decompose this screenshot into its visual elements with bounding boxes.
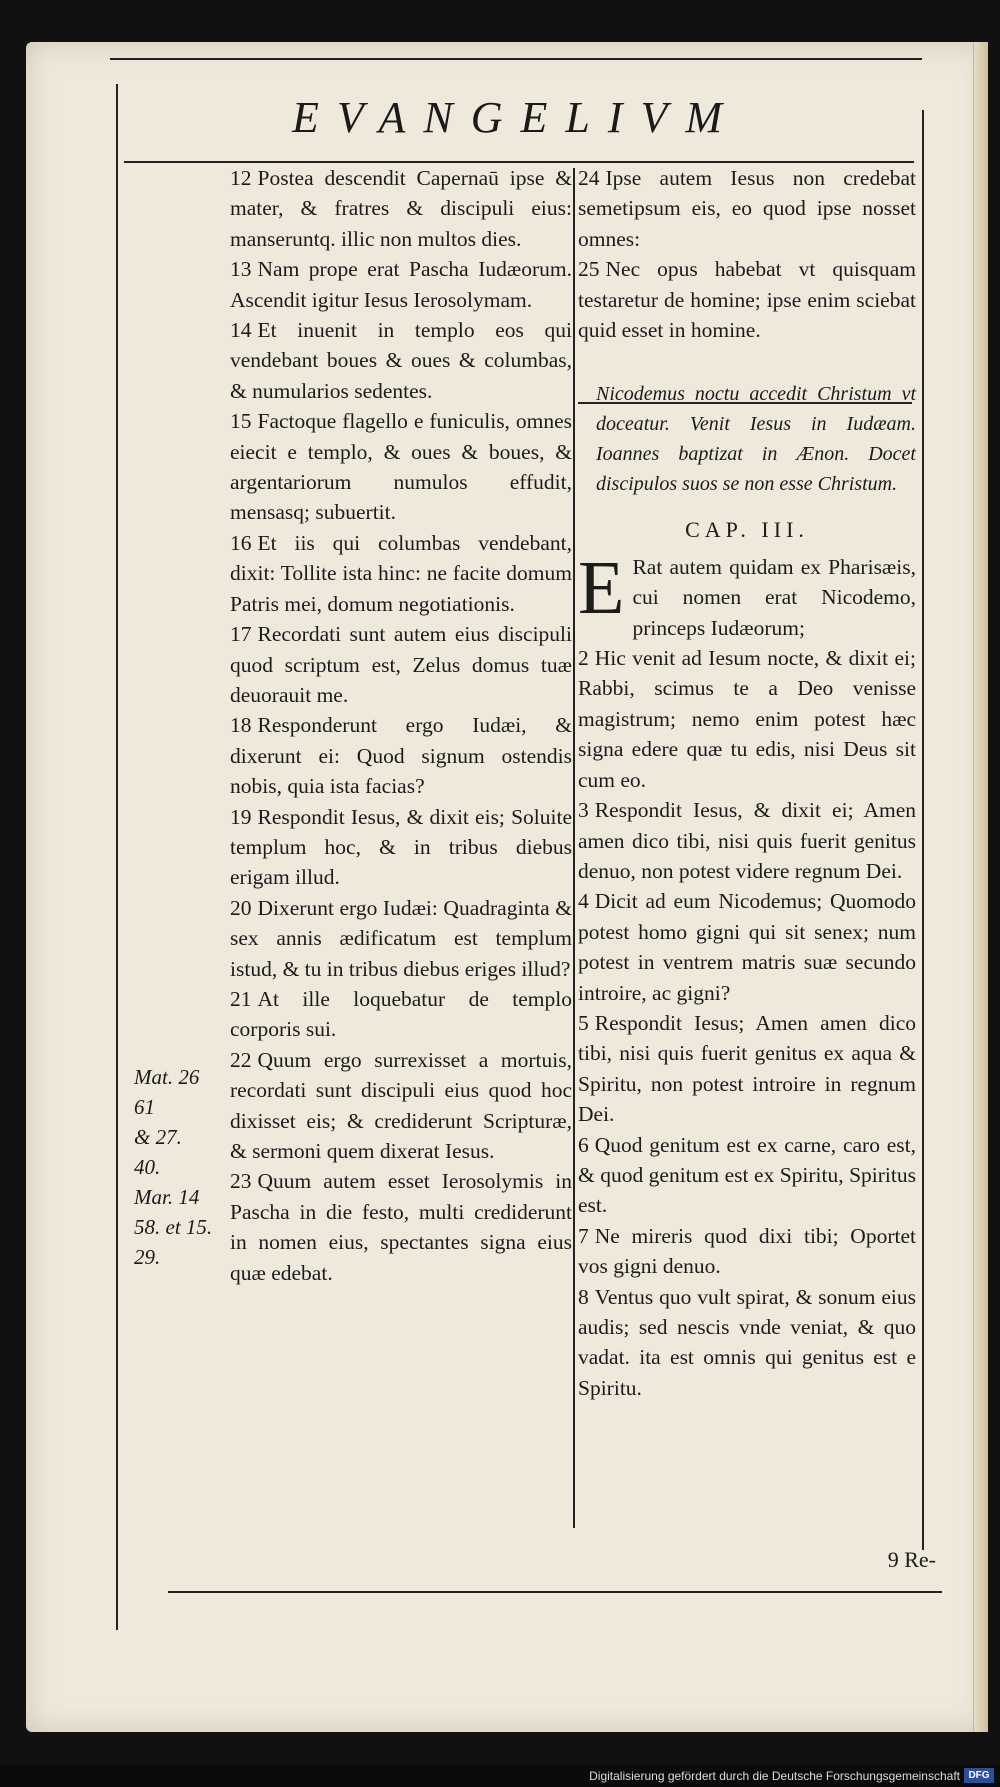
left-text-column — [230, 163, 572, 1288]
running-title: EVANGELIVM — [291, 93, 741, 142]
verse-text: Recordati sunt autem eius discipuli quod scriptum est, Zelus domus tuæ deuorauit me. — [230, 622, 572, 707]
catchword: 9 Re- — [887, 1547, 936, 1572]
footer-text: Digitalisierung gefördert durch die Deutsche Forschungsgemeinschaft — [589, 1769, 960, 1783]
verse — [578, 1221, 916, 1282]
marginal-note-line: Mar. 14 — [134, 1185, 200, 1209]
verse-text: Quum ergo surrexisset a mortuis, recordati sunt discipuli eius quod hoc dixisset eis; & crediderunt Scripturæ, & sermoni quem dixerat Iesus. — [230, 1047, 572, 1163]
page-edge — [973, 42, 988, 1732]
verse — [230, 893, 572, 984]
marginal-note-line: 40. — [134, 1155, 161, 1179]
verse — [230, 163, 572, 254]
verse-text: Factoque flagello e funiculis, omnes eiecit e templo, & oues & boues, & argentariorum numulos effudit, mensasq; subuertit. — [230, 409, 572, 525]
verse-number: 6 — [578, 1132, 589, 1157]
margin-rule-left — [116, 84, 118, 1630]
verse-number: 8 — [578, 1284, 589, 1309]
marginal-note-line: Mat. 26 — [134, 1065, 200, 1089]
verse-number: 24 — [578, 166, 600, 190]
verse-text: Et iis qui columbas vendebant, dixit: Tollite ista hinc: ne facite domum Patris mei, domum negotiationis. — [230, 530, 572, 616]
verse-text: Respondit Iesus, & dixit eis; Soluite templum hoc, & in tribus diebus erigam illud. — [230, 804, 572, 890]
verse-number: 13 — [230, 257, 252, 282]
verse-text: Dicit ad eum Nicodemus; Quomodo potest homo gigni qui sit senex; num potest in ventrem matris suæ secundo introire, ac gigni? — [578, 889, 916, 1005]
verse — [578, 254, 916, 345]
verse-text: Rat autem quidam ex Pharisæis, cui nomen erat Nicodemo, princeps Iudæorum; — [632, 554, 916, 640]
verse-text: Nec opus habebat vt quisquam testaretur de homine; ipse enim sciebat quid esset in homine. — [578, 257, 916, 343]
verse-number: 18 — [230, 713, 252, 738]
dfg-logo: DFG — [964, 1768, 994, 1783]
verse-text: Hic venit ad Iesum nocte, & dixit ei; Rabbi, scimus te a Deo venisse magistrum; nemo enim potest hæc signa edere quæ tu edis, nisi Deus sit cum eo. — [578, 646, 916, 792]
verse — [578, 886, 916, 1008]
verse-text: Quod genitum est ex carne, caro est, & quod genitum est ex Spiritu, Spiritus est. — [578, 1132, 916, 1218]
verse-text: Ipse autem Iesus non credebat semetipsum eis, eo quod ipse nosset omnes: — [578, 166, 916, 251]
verse-text: Ventus quo vult spirat, & sonum eius audis; sed nescis vnde veniat, & quo vadat. ita est omnis qui genitus est e Spiritu. — [578, 1284, 916, 1400]
verse-number: 14 — [230, 318, 252, 343]
verse — [230, 802, 572, 893]
verse-number: 2 — [578, 646, 589, 671]
verse — [230, 528, 572, 619]
verse-number: 5 — [578, 1010, 589, 1035]
verse — [578, 1130, 916, 1221]
marginal-note-line: 61 — [134, 1095, 155, 1119]
verse — [230, 406, 572, 528]
verse-number: 16 — [230, 530, 252, 555]
verse — [230, 710, 572, 801]
marginal-note — [134, 1062, 226, 1272]
verse-number: 25 — [578, 257, 600, 282]
verse-number: 22 — [230, 1047, 252, 1072]
drop-cap: E — [578, 545, 625, 630]
verse-text: Dixerunt ergo Iudæi: Quadraginta & sex annis ædificatum est templum istud, & tu in tribus diebus eriges illud? — [230, 895, 572, 981]
verse-text: At ille loquebatur de templo corporis sui. — [230, 986, 572, 1042]
verse-text: Responderunt ergo Iudæi, & dixerunt ei: Quod signum ostendis nobis, quia ista facias? — [230, 713, 572, 799]
verse — [230, 254, 572, 315]
right-verses-bottom — [578, 545, 916, 1403]
verse-number: 4 — [578, 889, 589, 914]
verse — [230, 1045, 572, 1167]
verse-text: Et inuenit in templo eos qui vendebant boues & oues & columbas, & numularios sedentes. — [230, 318, 572, 403]
verse — [578, 1282, 916, 1404]
verse — [578, 1008, 916, 1130]
verse-text: Respondit Iesus, & dixit ei; Amen amen dico tibi, nisi quis fuerit genitus denuo, non potest videre regnum Dei. — [578, 798, 916, 883]
marginal-note-line: & 27. — [134, 1125, 182, 1149]
verse-text: Ne mireris quod dixi tibi; Oportet vos gigni denuo. — [578, 1223, 916, 1279]
right-text-column — [578, 163, 916, 1403]
verse-number: 21 — [230, 986, 252, 1011]
verse-number: 20 — [230, 895, 252, 920]
marginal-note-line: 58. et 15. — [134, 1215, 213, 1239]
verse-number: 19 — [230, 804, 252, 829]
verse — [230, 619, 572, 710]
verse-number: 7 — [578, 1223, 589, 1248]
verse — [230, 1166, 572, 1288]
verse-text: Quum autem esset Ierosolymis in Pascha in die festo, multi crediderunt in nomen eius, spectantes signa eius quæ edebat. — [230, 1169, 572, 1285]
running-header — [110, 58, 922, 140]
verse — [230, 984, 572, 1045]
verse-number: 3 — [578, 798, 589, 823]
verse — [578, 643, 916, 795]
chapter-argument: Nicodemus noctu accedit Christum vt doceatur. Venit Iesus in Iudæam. Ioannes baptizat in Ænon. Docet discipulos suos se non esse Christum. — [596, 383, 916, 496]
verse — [578, 163, 916, 254]
verse-text: Respondit Iesus; Amen amen dico tibi, nisi quis fuerit genitus ex aqua & Spiritu, non potest introire in regnum Dei. — [578, 1010, 916, 1127]
digitization-footer — [0, 1765, 1000, 1787]
footer-rule — [168, 1591, 942, 1593]
verse-text: Postea descendit Capernaū ipse & mater, & fratres & discipuli eius: manseruntq. illic non multos dies. — [230, 166, 572, 251]
verse-number: 23 — [230, 1169, 252, 1194]
verse-number: 15 — [230, 409, 252, 434]
verse-number: 17 — [230, 622, 252, 647]
column-divider — [573, 168, 575, 1528]
verse — [578, 795, 916, 886]
margin-rule-right — [922, 110, 924, 1550]
verse — [230, 315, 572, 406]
verse-number: 12 — [230, 166, 252, 190]
chapter-heading: CAP. III. — [685, 517, 809, 543]
right-verses-top — [578, 163, 916, 345]
marginal-note-line: 29. — [134, 1245, 161, 1269]
verse-text: Nam prope erat Pascha Iudæorum. Ascendit igitur Iesus Ierosolymam. — [230, 257, 572, 312]
verse — [578, 545, 916, 643]
